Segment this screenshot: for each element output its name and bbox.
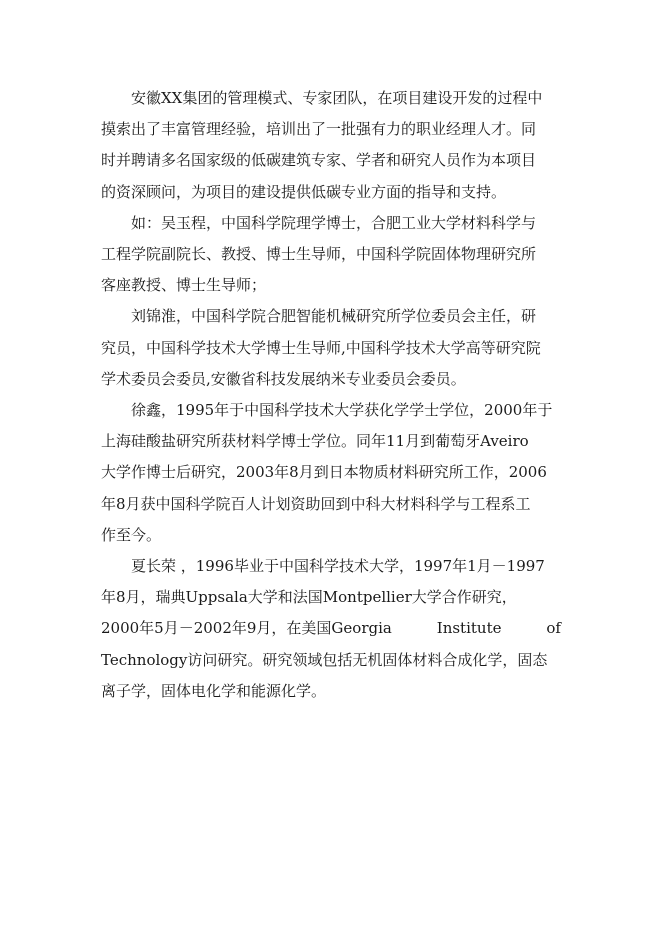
text-segment: of [546,619,561,638]
text-line: 如：吴玉程，中国科学院理学博士，合肥工业大学材料科学与 [131,213,537,232]
text-line: 大学作博士后研究，2003年8月到日本物质材料研究所工作，2006 [101,463,547,482]
text-segment: 2000年5月－2002年9月，在美国Georgia [101,619,392,638]
text-line: 的资深顾问，为项目的建设提供低碳专业方面的指导和支持。 [101,182,507,201]
paragraph-liu [101,301,561,395]
text-line: 年8月，瑞典Uppsala大学和法国Montpellier大学合作研究， [101,588,517,607]
text-line: 究员，中国科学技术大学博士生导师,中国科学技术大学高等研究院 [101,338,541,357]
paragraph-intro [101,83,561,208]
paragraph-xia [101,551,561,707]
text-line: 工程学院副院长、教授、博士生导师，中国科学院固体物理研究所 [101,245,537,264]
text-line: 年8月获中国科学院百人计划资助回到中科大材料科学与工程系工 [101,494,531,513]
paragraph-wu [101,208,561,302]
document-body [101,83,561,707]
text-segment: Institute [436,619,502,638]
text-line: 作至今。 [101,525,162,544]
text-line-justified [101,613,561,644]
text-line: 时并聘请多名国家级的低碳建筑专家、学者和研究人员作为本项目 [101,151,537,170]
text-line: 夏长荣 ，1996毕业于中国科学技术大学，1997年1月－1997 [131,557,545,576]
text-line: 徐鑫，1995年于中国科学技术大学获化学学士学位，2000年于 [131,401,553,420]
paragraph-xu [101,395,561,551]
text-line: 刘锦淮，中国科学院合肥智能机械研究所学位委员会主任，研 [131,307,537,326]
text-line: 上海硅酸盐研究所获材料学博士学位。同年11月到葡萄牙Aveiro [101,432,529,451]
text-line: Technology访问研究。研究领域包括无机固体材料合成化学，固态 [101,650,548,669]
text-line: 安徽XX集团的管理模式、专家团队，在项目建设开发的过程中 [131,89,543,107]
text-line: 学术委员会委员,安徽省科技发展纳米专业委员会委员。 [101,369,466,388]
text-line: 摸索出了丰富管理经验，培训出了一批强有力的职业经理人才。同 [101,120,537,139]
text-line: 客座教授、博士生导师； [101,276,267,295]
text-line: 离子学，固体电化学和能源化学。 [101,681,327,700]
